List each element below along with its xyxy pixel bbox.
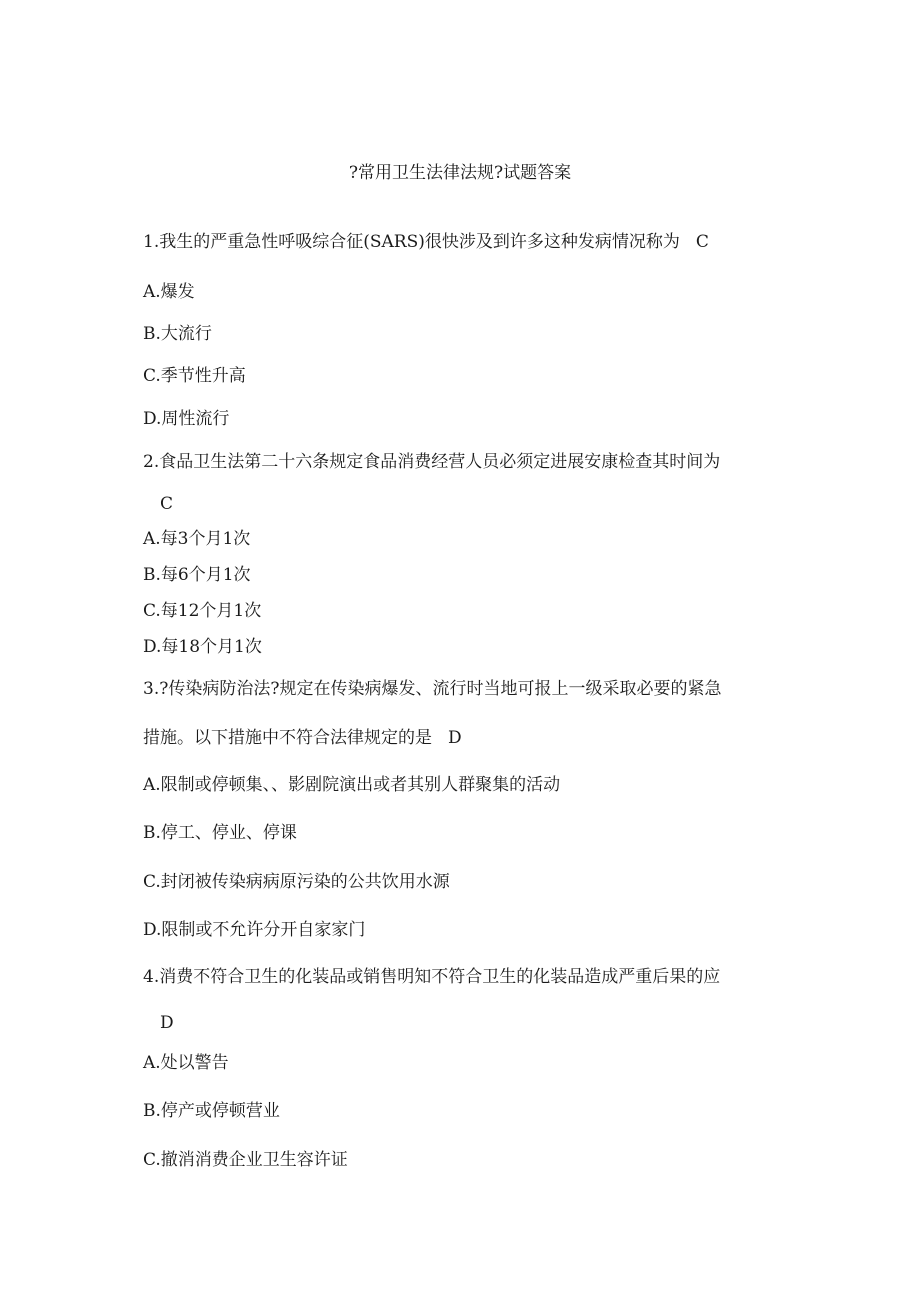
question-4-answer: D — [160, 1013, 174, 1033]
question-2-option-c: C.每12个月1次 — [143, 601, 262, 621]
question-1-option-c: C.季节性升高 — [143, 366, 246, 386]
question-3-option-a: A.限制或停顿集、、影剧院演出或者其别人群聚集的活动 — [143, 775, 561, 795]
question-1-answer: C — [695, 232, 709, 252]
question-3-text: 3.?传染病防治法?规定在传染病爆发、流行时当地可报上一级采取必要的紧急 — [143, 679, 722, 699]
question-1-option-a: A.爆发 — [143, 282, 195, 302]
question-3-answer: D — [448, 728, 462, 748]
question-3-option-d: D.限制或不允许分开自家家门 — [143, 920, 366, 940]
question-3-text-2: 措施。以下措施中不符合法律规定的是 — [143, 728, 432, 748]
question-1-text: 1.我生的严重急性呼吸综合征(SARS)很快涉及到许多这种发病情况称为 — [143, 232, 680, 252]
question-3-option-c: C.封闭被传染病病原污染的公共饮用水源 — [143, 872, 450, 892]
document-title: ?常用卫生法律法规?试题答案 — [348, 163, 572, 183]
question-2-text: 2.食品卫生法第二十六条规定食品消费经营人员必须定进展安康检查其时间为 — [143, 452, 721, 472]
question-2-option-a: A.每3个月1次 — [143, 529, 251, 549]
question-3-text-continued — [143, 727, 462, 749]
question-2-answer: C — [160, 494, 174, 514]
question-2-option-b: B.每6个月1次 — [143, 565, 251, 585]
question-4-option-b: B.停产或停顿营业 — [143, 1101, 280, 1121]
question-1-option-d: D.周性流行 — [143, 409, 230, 429]
question-3-option-b: B.停工、停业、停课 — [143, 823, 297, 843]
question-4-text: 4.消费不符合卫生的化装品或销售明知不符合卫生的化装品造成严重后果的应 — [143, 967, 721, 987]
question-1 — [143, 231, 709, 253]
question-1-option-b: B.大流行 — [143, 324, 212, 344]
question-4-option-a: A.处以警告 — [143, 1053, 229, 1073]
question-4-option-c: C.撤消消费企业卫生容许证 — [143, 1150, 348, 1170]
question-2-option-d: D.每18个月1次 — [143, 637, 262, 657]
